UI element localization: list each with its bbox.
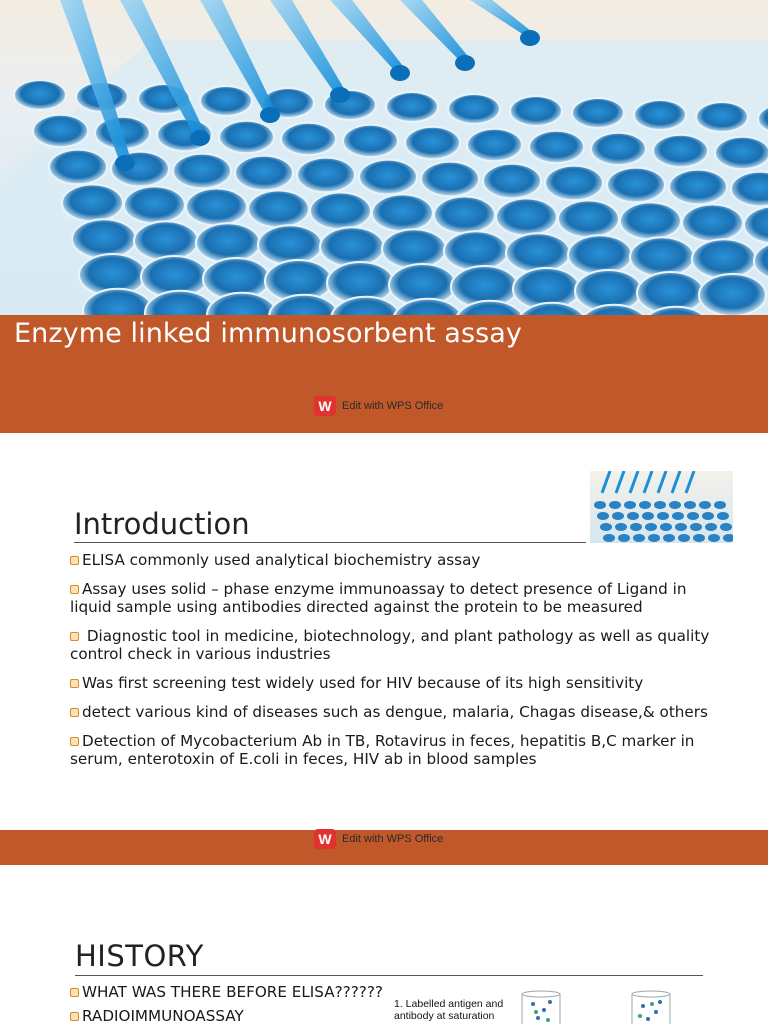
thumb-well: [720, 523, 732, 531]
thumb-pipette: [602, 471, 610, 493]
well: [506, 233, 570, 273]
well: [14, 80, 66, 110]
thumb-well: [717, 512, 729, 520]
list-item: Diagnostic tool in medicine, biotechnology, and plant pathology as well as quality control check in various industries: [70, 627, 710, 663]
slide-title: Enzyme linked immunosorbent assay: [14, 318, 523, 349]
well: [196, 223, 260, 263]
thumb-well: [609, 501, 621, 509]
well: [634, 100, 686, 130]
square-bullet-icon: [70, 708, 79, 717]
thumb-well: [633, 534, 645, 542]
thumb-well: [708, 534, 720, 542]
well: [382, 229, 446, 269]
thumb-well: [642, 512, 654, 520]
thumb-well: [669, 501, 681, 509]
well: [372, 194, 433, 231]
thumb-well: [714, 501, 726, 509]
square-bullet-icon: [70, 1012, 79, 1021]
well: [200, 86, 252, 116]
square-bullet-icon: [70, 632, 79, 641]
bullet-list: [70, 551, 710, 779]
thumb-well: [624, 501, 636, 509]
liquid-drop: [520, 30, 540, 46]
thumb-well: [672, 512, 684, 520]
well: [715, 137, 768, 169]
well: [248, 190, 309, 227]
well: [434, 196, 495, 233]
square-bullet-icon: [70, 988, 79, 997]
liquid-drop: [190, 130, 210, 146]
bullet-list: [70, 983, 390, 1036]
liquid-drop: [455, 55, 475, 71]
introduction-slide: [0, 433, 768, 865]
thumb-well: [705, 523, 717, 531]
test-tube-illustration: [388, 990, 708, 1024]
list-item: Detection of Mycobacterium Ab in TB, Rotavirus in feces, hepatitis B,C marker in serum, enterotoxin of E.coli in feces, HIV ab in blood samples: [70, 732, 695, 768]
thumb-well: [690, 523, 702, 531]
well: [545, 166, 603, 201]
square-bullet-icon: [70, 556, 79, 565]
thumb-well: [723, 534, 733, 542]
thumb-well: [657, 512, 669, 520]
liquid-drop: [390, 65, 410, 81]
well: [310, 192, 371, 229]
thumb-well: [648, 534, 660, 542]
well: [281, 123, 336, 155]
well: [448, 94, 500, 124]
thumb-well: [687, 512, 699, 520]
list-item: RADIOIMMUNOASSAY: [70, 1007, 390, 1025]
slide-heading: Introduction: [74, 507, 250, 541]
history-slide: [0, 865, 768, 1024]
thumb-well: [645, 523, 657, 531]
well: [258, 225, 322, 265]
thumb-well: [654, 501, 666, 509]
well: [173, 154, 231, 189]
well: [529, 131, 584, 163]
well: [699, 274, 766, 315]
well: [186, 188, 247, 225]
thumb-pipette: [630, 471, 638, 493]
well: [124, 186, 185, 223]
well: [359, 160, 417, 195]
list-item: detect various kind of diseases such as dengue, malaria, Chagas disease,& others: [70, 703, 710, 721]
well: [692, 239, 756, 279]
list-item: ELISA commonly used analytical biochemistry assay: [70, 551, 710, 569]
well: [669, 170, 727, 205]
liquid-drop: [260, 107, 280, 123]
thumb-well: [702, 512, 714, 520]
well: [568, 235, 632, 275]
thumb-pipette: [616, 471, 624, 493]
well: [421, 162, 479, 197]
well: [696, 102, 748, 132]
well: [134, 221, 198, 261]
well: [219, 121, 274, 153]
well: [558, 200, 619, 237]
thumb-well: [675, 523, 687, 531]
list-item: Assay uses solid – phase enzyme immunoassay to detect presence of Ligand in liquid sample using antibodies directed against the protein to be measured: [70, 580, 687, 616]
thumb-well: [627, 512, 639, 520]
well: [62, 184, 123, 221]
wps-watermark-text: Edit with WPS Office: [342, 400, 444, 412]
well: [653, 135, 708, 167]
thumb-well: [600, 523, 612, 531]
wps-watermark[interactable]: [314, 829, 443, 849]
thumb-pipette: [686, 471, 694, 493]
thumb-well: [684, 501, 696, 509]
well: [49, 150, 107, 185]
thumb-pipette: [644, 471, 652, 493]
thumb-pipette: [672, 471, 680, 493]
well: [572, 98, 624, 128]
well: [343, 125, 398, 157]
radioimmunoassay-diagram: [388, 990, 708, 1024]
well: [620, 202, 681, 239]
thumb-well: [612, 512, 624, 520]
thumb-well: [603, 534, 615, 542]
square-bullet-icon: [70, 585, 79, 594]
well: [297, 158, 355, 193]
slide-heading: HISTORY: [75, 939, 204, 973]
well: [591, 133, 646, 165]
thumb-well: [699, 501, 711, 509]
well: [235, 156, 293, 191]
wps-office-logo-icon: W: [314, 829, 336, 849]
well: [630, 237, 694, 277]
title-slide: [0, 0, 768, 433]
wps-watermark[interactable]: [314, 396, 443, 416]
thumb-well: [663, 534, 675, 542]
liquid-drop: [115, 155, 135, 171]
liquid-drop: [330, 87, 350, 103]
well: [320, 227, 384, 267]
well: [510, 96, 562, 126]
wps-watermark-text: Edit with WPS Office: [342, 833, 444, 845]
well: [467, 129, 522, 161]
square-bullet-icon: [70, 737, 79, 746]
thumb-pipette: [658, 471, 666, 493]
thumb-well: [618, 534, 630, 542]
list-item: WHAT WAS THERE BEFORE ELISA??????: [70, 983, 390, 1001]
well: [33, 115, 88, 147]
well: [444, 231, 508, 271]
thumb-well: [615, 523, 627, 531]
well: [607, 168, 665, 203]
thumb-well: [630, 523, 642, 531]
diagram-step-label: 1. Labelled antigen and antibody at saturation: [394, 998, 504, 1022]
pipette-wellplate-photo: [0, 0, 768, 315]
well: [496, 198, 557, 235]
thumb-well: [678, 534, 690, 542]
well: [386, 92, 438, 122]
well: [72, 219, 136, 259]
pipette-tip: [470, 0, 536, 35]
list-item: Was first screening test widely used for HIV because of its high sensitivity: [70, 674, 710, 692]
heading-divider: [74, 542, 586, 543]
thumb-well: [693, 534, 705, 542]
wellplate-thumbnail-image: [590, 471, 733, 543]
thumb-well: [660, 523, 672, 531]
thumb-well: [597, 512, 609, 520]
thumb-well: [639, 501, 651, 509]
wellplate-illustration: [0, 0, 768, 315]
well: [682, 204, 743, 241]
well: [405, 127, 460, 159]
heading-divider: [75, 975, 703, 976]
thumb-well: [594, 501, 606, 509]
well: [483, 164, 541, 199]
wps-office-logo-icon: W: [314, 396, 336, 416]
square-bullet-icon: [70, 679, 79, 688]
